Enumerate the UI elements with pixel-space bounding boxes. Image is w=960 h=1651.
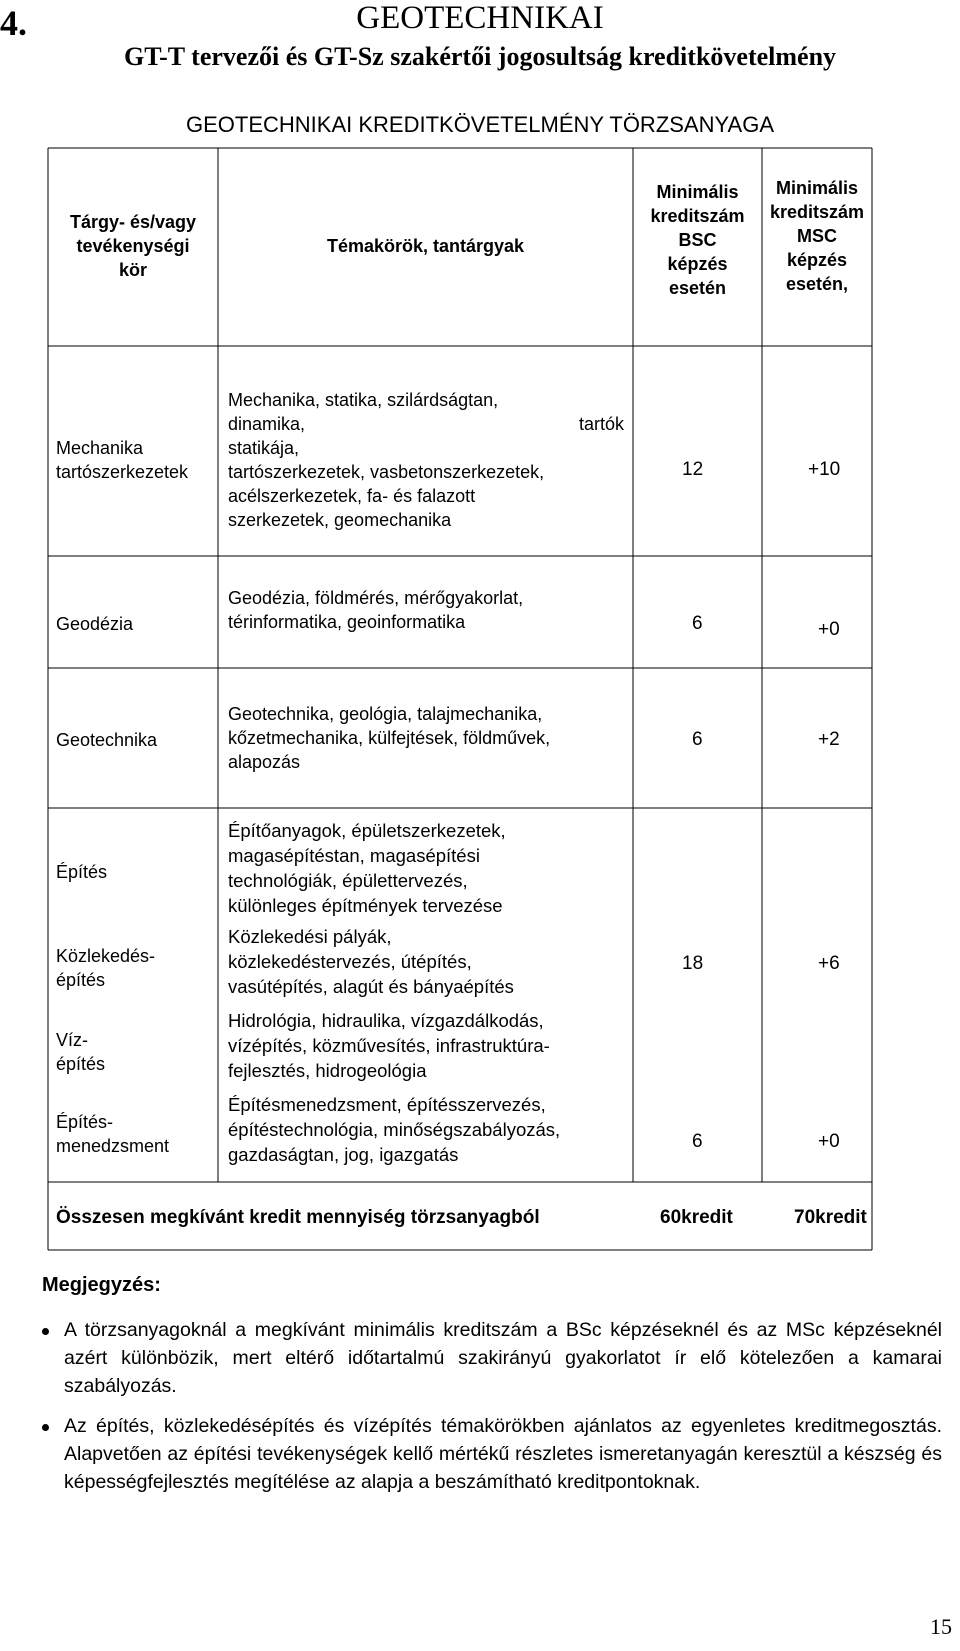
row-epitesmenedzsment-msc: +0 — [818, 1131, 840, 1152]
row-vizepites-topics: Hidrológia, hidraulika, vízgazdálkodás, vízépítés, közművesítés, infrastruktúra- fejlesztés, hidrogeológia — [228, 1010, 550, 1081]
row-mechanika-area: Mechanika tartószerkezetek — [56, 438, 189, 482]
row-epitesmenedzsment-area: Építés- menedzsment — [56, 1112, 170, 1156]
row-geotechnika-topics: Geotechnika, geológia, talajmechanika, kőzetmechanika, külfejtések, földművek, alapozás — [228, 704, 551, 772]
row-mechanika-msc: +10 — [808, 459, 841, 480]
col-header-topics: Témakörök, tantárgyak — [326, 236, 525, 256]
row-geodezia-topics: Geodézia, földmérés, mérőgyakorlat, térinformatika, geoinformatika — [228, 588, 524, 632]
col-header-activity: Tárgy- és/vagy tevékenységi kör — [69, 212, 197, 280]
row-mechanika-topics: Mechanika, statika, szilárdságtan, dinamika, tartók statikája, tartószerkezetek, vasbetonszerkezetek, acélszerkezetek, fa- és falazott szerkezetek, geomechanika — [228, 390, 624, 530]
row-geotechnika-bsc: 6 — [692, 729, 703, 750]
total-msc: 70kredit — [794, 1207, 867, 1228]
total-bsc: 60kredit — [660, 1207, 733, 1228]
table-heading: GEOTECHNIKAI KREDITKÖVETELMÉNY TÖRZSANYAGA — [185, 112, 774, 137]
notes-title: Megjegyzés: — [42, 1274, 161, 1296]
row-geotechnika-area: Geotechnika — [56, 730, 158, 750]
note-item: Az építés, közlekedésépítés és vízépítés témakörökben ajánlatos az egyenletes kreditmegosztás. Alapvetően az építési tevékenységek kellő mértékű részletes ismeretanyagán keresztül a készség és képességfejlesztés megítélése az alapja a beszámítható kreditpontoknak. — [42, 1412, 942, 1496]
chapter-number: 4. — [0, 3, 27, 43]
row-epitesmenedzsment-topics: Építésmenedzsment, építésszervezés, építéstechnológia, minőségszabályozás, gazdaságtan, jog, igazgatás — [228, 1094, 561, 1165]
row-epitesmenedzsment-bsc: 6 — [692, 1131, 703, 1152]
subtitle: GT-T tervezői és GT-Sz szakértői jogosultság kreditkövetelmény — [123, 42, 837, 71]
row-mechanika-bsc: 12 — [682, 459, 704, 480]
row-geodezia-bsc: 6 — [692, 613, 703, 634]
row-vizepites-area: Víz- építés — [56, 1030, 106, 1074]
bullet-icon — [42, 1328, 49, 1335]
row-geotechnika-msc: +2 — [818, 729, 840, 750]
page-number: 15 — [930, 1614, 952, 1639]
row-epites-area: Építés — [56, 862, 108, 882]
note-item: A törzsanyagoknál a megkívánt minimális kreditszám a BSc képzéseknél és az MSc képzéseknél azért különbözik, mert eltérő időtartalmú szakirányú gyakorlatot ír elő kötelezően a kamarai szabályozás. — [42, 1316, 942, 1400]
total-label: Összesen megkívánt kredit mennyiség törzsanyagból — [56, 1207, 540, 1228]
row-kozlekedes-area: Közlekedés- építés — [56, 946, 156, 990]
col-header-bsc: Minimális kreditszám BSC képzés esetén — [650, 182, 745, 298]
chapter-title: GEOTECHNIKAI — [356, 0, 604, 36]
row-geodezia-msc: +0 — [818, 619, 840, 640]
bullet-icon — [42, 1424, 49, 1431]
row-epites-msc: +6 — [818, 953, 840, 974]
col-header-msc: Minimális kreditszám MSC képzés esetén, — [769, 178, 865, 294]
row-geodezia-area: Geodézia — [56, 614, 134, 634]
row-epites-bsc: 18 — [682, 953, 704, 974]
row-kozlekedes-topics: Közlekedési pályák, közlekedéstervezés, útépítés, vasútépítés, alagút és bányaépítés — [228, 926, 514, 997]
row-epites-topics: Építőanyagok, épületszerkezetek, magasépítéstan, magasépítési technológiák, épülettervezés, különleges építmények tervezése — [228, 820, 506, 916]
